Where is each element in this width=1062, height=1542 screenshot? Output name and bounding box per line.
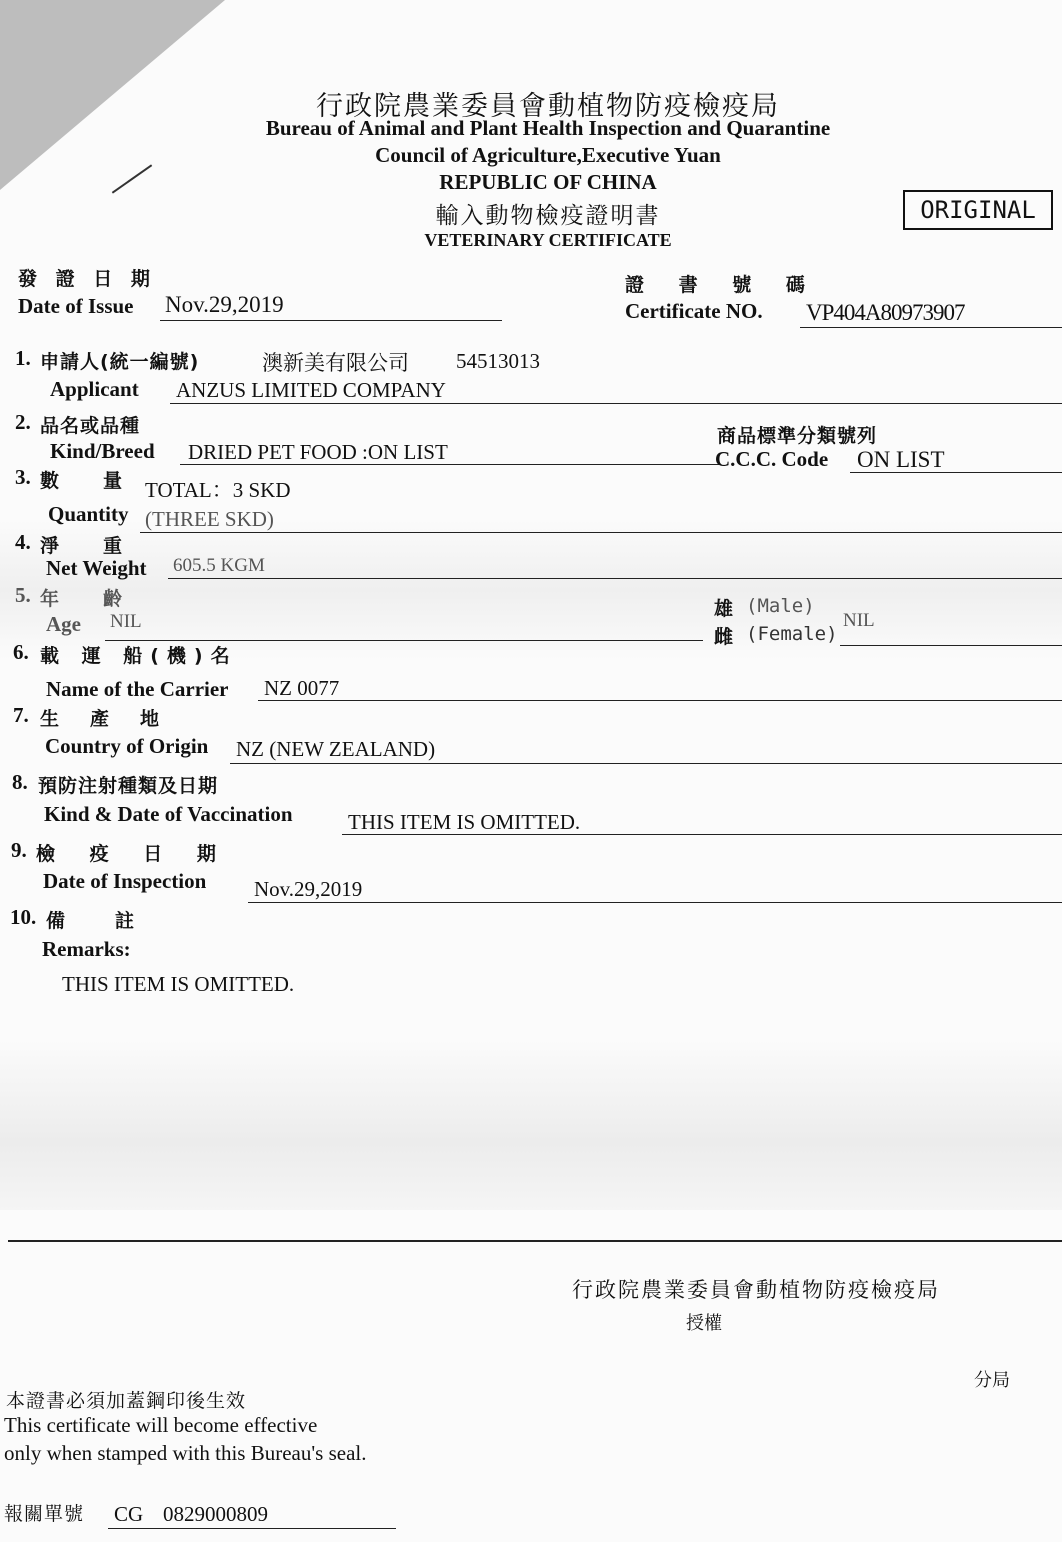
quantity-label-zh: 數 量: [40, 470, 125, 492]
notice-en-1: This certificate will become effective: [4, 1413, 318, 1437]
applicant-value: ANZUS LIMITED COMPANY: [176, 378, 446, 402]
female-label-zh: 雌: [714, 626, 740, 648]
ccc-label-zh: 商品標準分類號列: [717, 425, 878, 447]
underline: [180, 464, 720, 465]
item-number: 2.: [15, 410, 31, 434]
issue-date: Nov.29,2019: [165, 292, 284, 317]
customs-prefix: CG: [114, 1502, 144, 1526]
bureau-title-zh: 行政院農業委員會動植物防疫檢疫局: [316, 91, 780, 122]
remarks-label-zh: 備 註: [46, 910, 139, 932]
ccc-label: C.C.C. Code: [715, 447, 829, 471]
carrier-label: Name of the Carrier: [46, 677, 229, 701]
underline: [108, 1528, 396, 1529]
origin-value: NZ (NEW ZEALAND): [236, 737, 436, 761]
item-number: 5.: [15, 583, 31, 607]
issue-label-zh: 發 證 日 期: [18, 268, 156, 290]
footer-divider: [8, 1240, 1062, 1242]
quantity-total: TOTAL：3 SKD: [145, 478, 291, 502]
doc-title-en: VETERINARY CERTIFICATE: [424, 230, 672, 250]
item-number: 9.: [11, 838, 27, 862]
underline: [342, 834, 1062, 835]
female-label: (Female): [746, 623, 838, 645]
origin-label-zh: 生 產 地: [40, 708, 166, 730]
underline: [168, 578, 1062, 579]
quantity-value: (THREE SKD): [145, 507, 274, 531]
item-number: 7.: [13, 703, 29, 727]
item-number: 1.: [15, 346, 31, 370]
cert-no-label: Certificate NO.: [625, 299, 763, 323]
item-number: 10.: [10, 905, 37, 929]
council-title: Council of Agriculture,Executive Yuan: [375, 143, 721, 167]
underline: [840, 645, 1062, 646]
male-label-zh: 雄: [714, 598, 740, 620]
item-number: 3.: [15, 465, 31, 489]
remarks-value: THIS ITEM IS OMITTED.: [62, 972, 295, 996]
paper-fold-shadow: [0, 520, 1062, 660]
applicant-tax-id: 54513013: [456, 349, 540, 373]
item-number: 8.: [12, 770, 28, 794]
inspection-label-zh: 檢 疫 日 期: [36, 843, 230, 865]
carrier-value: NZ 0077: [264, 676, 340, 700]
underline: [850, 472, 1062, 473]
original-stamp: ORIGINAL: [903, 190, 1053, 230]
customs-number: 0829000809: [163, 1502, 268, 1526]
authorized-zh: 授權: [686, 1313, 722, 1334]
notice-en-2: only when stamped with this Bureau's seal.: [4, 1441, 367, 1465]
doc-title-zh: 輸入動物檢疫證明書: [435, 203, 661, 229]
weight-value: 605.5 KGM: [173, 555, 265, 576]
cert-no-value: VP404A80973907: [806, 300, 965, 325]
vaccination-label-zh: 預防注射種類及日期: [38, 775, 219, 797]
applicant-label-zh: 申請人(統一編號): [40, 351, 200, 373]
quantity-label: Quantity: [48, 502, 129, 526]
bureau-title-en: Bureau of Animal and Plant Health Inspection and Quarantine: [265, 116, 831, 140]
country-title: REPUBLIC OF CHINA: [439, 170, 657, 194]
male-label: (Male): [746, 595, 815, 617]
vaccination-label: Kind & Date of Vaccination: [44, 802, 293, 826]
remarks-label: Remarks:: [42, 937, 131, 961]
issue-label: Date of Issue: [18, 294, 134, 318]
age-label-zh: 年 齡: [40, 588, 125, 610]
age-value: NIL: [110, 611, 142, 632]
cert-no-label-zh: 證 書 號 碼: [625, 274, 819, 296]
applicant-label: Applicant: [50, 377, 139, 401]
underline: [248, 902, 1062, 903]
weight-label-zh: 淨 重: [40, 535, 125, 557]
sex-value: NIL: [843, 610, 875, 631]
authority-zh: 行政院農業委員會動植物防疫檢疫局: [572, 1278, 940, 1302]
inspection-value: Nov.29,2019: [254, 877, 363, 901]
weight-label: Net Weight: [46, 556, 147, 580]
customs-label-zh: 報關單號: [4, 1503, 85, 1525]
branch-zh: 分局: [974, 1370, 1010, 1391]
underline: [170, 403, 1062, 404]
applicant-value-zh: 澳新美有限公司: [262, 351, 409, 375]
underline: [800, 327, 1062, 328]
kind-value: DRIED PET FOOD :ON LIST: [188, 440, 448, 464]
underline: [230, 763, 1062, 764]
underline: [258, 700, 1062, 701]
age-label: Age: [46, 612, 81, 636]
underline: [140, 532, 1062, 533]
item-number: 4.: [15, 530, 31, 554]
paper-fold-shadow: [0, 1040, 1062, 1210]
ccc-value: ON LIST: [857, 447, 945, 472]
notice-zh: 本證書必須加蓋鋼印後生效: [6, 1390, 247, 1412]
inspection-label: Date of Inspection: [43, 869, 207, 893]
carrier-label-zh: 載 運 船(機)名: [40, 645, 238, 667]
kind-label: Kind/Breed: [50, 439, 155, 463]
kind-label-zh: 品名或品種: [40, 415, 141, 437]
origin-label: Country of Origin: [45, 734, 209, 758]
vaccination-value: THIS ITEM IS OMITTED.: [348, 810, 581, 834]
item-number: 6.: [13, 640, 29, 664]
underline: [160, 320, 502, 321]
